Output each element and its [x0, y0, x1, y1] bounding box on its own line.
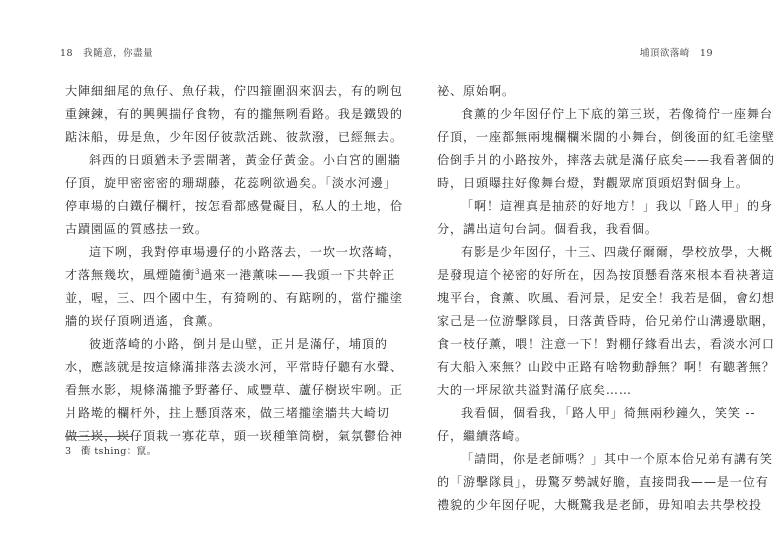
footnote-rule	[65, 436, 133, 437]
text-line: 爿路墘的欄杆外，拄上懸頂落來，做三堵攏塗牆共大崎切	[65, 406, 390, 420]
text-line: 家己是一位游擊隊員，日落黃昏時，佮兄弟佇山溝邊歇睏，	[437, 314, 775, 328]
text-line: 牆的崁仔頂咧逍遙，食薰。	[65, 314, 221, 328]
text-line: 有大船入來無？山跤中正路有啥物動靜無？啊！有聽著無？	[437, 360, 775, 374]
text-line: 的「游擊隊員」，毋驚歹勢誠好膽，直接問我——是一位有	[437, 475, 769, 489]
text-line: 並，喔，三、四个國中生，有猗咧的、有踮咧的，當佇攏塗	[65, 291, 403, 305]
text-line: 「請問，你是老師嗎？」其中一个原本佮兄弟有講有笑	[461, 452, 773, 466]
text-line: 分，講出這句台詞。個看我，我看個。	[437, 222, 658, 236]
footnote-text: 衝 tshing：竄。	[81, 446, 157, 457]
text-line: 大陣細細尾的魚仔、魚仔栽，佇四箍圍泅來泅去，有的咧包	[65, 84, 403, 98]
left-page-header	[60, 45, 153, 59]
text-line: 時，日頭曝拄好像舞台燈，對觀眾席頂頭炤對個身上。	[437, 176, 749, 190]
text-line: 禮貌的少年囡仔呢，大概驚我是老師，毋知咱去共學校投	[437, 498, 762, 512]
right-page	[384, 0, 775, 545]
text-line: 古蹟園區的質感抾一致。	[65, 222, 208, 236]
text-line: 「啊！這裡真是抽菸的好地方！」我以「路人甲」的身	[461, 199, 773, 213]
text-line: 才落無幾坎，風煙隨衝$^3$過來一港薰味——我頭一下共幹正	[65, 267, 396, 282]
text-line: 做三崁，崁仔頂栽一寡花草，頭一崁種筆筒樹，氣氛鬱佮神	[65, 429, 403, 443]
text-line: 斜西的日頭猶未予雲閘著，黃金仔黃金。小白宮的圍牆	[89, 153, 401, 167]
text-line: 仔頂，一座都無兩塊欄欄米闊的小舞台，倒後面的紅毛塗壁	[437, 130, 775, 144]
text-line: 是發現這个祕密的好所在，因為按頂懸看落來根本看袂著這	[437, 268, 775, 282]
text-line: 看無水影，規條滿攏予野蕃仔、咸豐草、蘆仔樹崁牢咧。正	[65, 383, 403, 397]
footnote	[65, 443, 156, 457]
text-line: 大的一坪尿欲共溢對滿仔底矣……	[437, 383, 632, 397]
right-page-header	[640, 45, 713, 59]
text-line: 水，應該就是按這條滿排落去淡水河，平常時仔聽有水聲、	[65, 360, 403, 374]
text-line: 佮倒手爿的小路按外，摔落去就是滿仔底矣——我看著個的	[437, 153, 775, 167]
text-line: 塊平台，食薰、吹風、看河景，足安全！我若是個，會幻想	[437, 291, 775, 305]
text-line: 祕、原始啊。	[437, 84, 515, 98]
text-line: 食一枝仔薰，喂！注意一下！對棚仔緣看出去，看淡水河口	[437, 337, 775, 351]
left-page-number: 18	[60, 48, 74, 59]
right-running-title: 埔頂欲落崎	[639, 48, 690, 59]
text-line: 有影是少年囡仔，十三、四歲仔爾爾，學校放學，大概	[461, 245, 773, 259]
text-line: 仔頂，旋甲密密密的珊瑚藤，花蕊咧欲過矣。「淡水河邊」	[65, 176, 397, 190]
right-page-number: 19	[699, 48, 713, 59]
left-page-body	[65, 80, 403, 448]
footnote-ref: 3	[194, 267, 201, 276]
text-line: 彼逝落崎的小路，倒爿是山壁，正爿是滿仔，埔頂的	[89, 337, 388, 351]
text-line: 食薰的少年囡仔佇上下底的第三崁，若像徛佇一座舞台	[461, 107, 773, 121]
text-line: 重鍊鍊，有的興興揣仔食物，有的攏無咧看路。我是鐵毀的	[65, 107, 403, 121]
text-line: 我看個，個看我，「路人甲」徛無兩秒鐘久，笑笑 --	[461, 406, 756, 420]
text-line: 這下咧，我對停車場邊仔的小路落去，一坎一坎落崎，	[89, 245, 401, 259]
footnote-number: 3	[65, 446, 72, 457]
right-page-body	[437, 80, 775, 517]
left-running-title: 我隨意，你盡量	[83, 48, 154, 59]
text-line: 仔，繼續落崎。	[437, 429, 528, 443]
text-line: 停車場的白鐵仔欄杆，按怎看都感覺礙目，私人的土地，佮	[65, 199, 403, 213]
text-line: 踮沫船，毋是魚，少年囡仔彼款活跳、彼款潑，已經無去。	[65, 130, 403, 144]
